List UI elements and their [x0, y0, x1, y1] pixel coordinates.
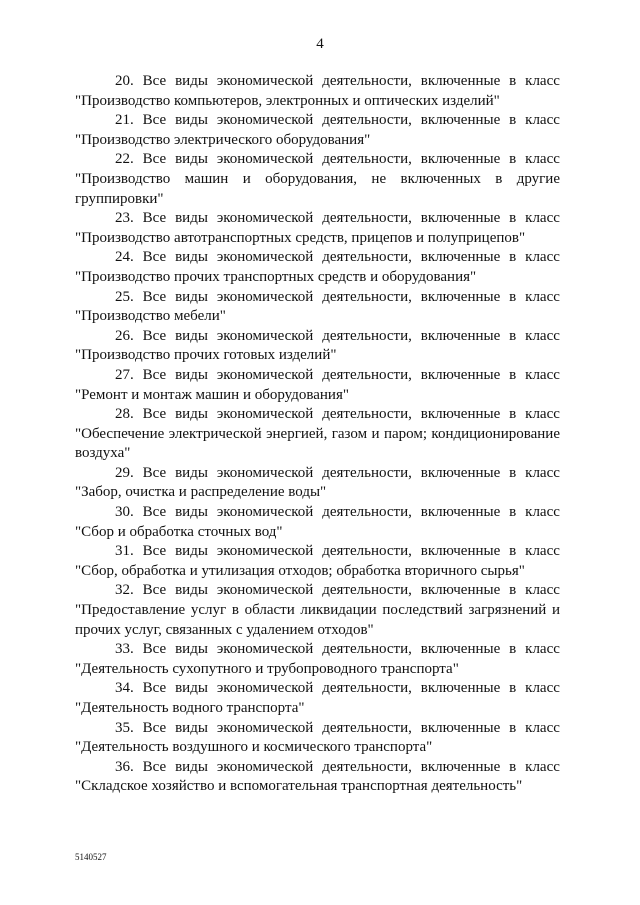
item-number: 30. — [115, 504, 134, 521]
class-name: "Сбор и обработка сточных вод" — [75, 523, 283, 540]
item-number: 28. — [115, 406, 134, 423]
list-item — [75, 288, 560, 327]
page-number: 4 — [316, 36, 324, 52]
class-name: "Складское хозяйство и вспомогательная транспортная деятельность" — [75, 778, 523, 795]
item-number: 21. — [115, 112, 134, 129]
list-item — [75, 464, 560, 503]
list-item — [75, 248, 560, 287]
class-name: "Производство электрического оборудования" — [75, 131, 371, 148]
item-number: 24. — [115, 249, 134, 266]
class-name: "Деятельность воздушного и космического транспорта" — [75, 739, 433, 756]
list-item — [75, 405, 560, 464]
item-number: 35. — [115, 719, 134, 736]
item-intro: 30. Все виды экономической деятельности, включенные в класс — [75, 503, 560, 523]
class-name: "Деятельность сухопутного и трубопроводного транспорта" — [75, 660, 459, 677]
list-item — [75, 503, 560, 542]
item-intro: 22. Все виды экономической деятельности, включенные в класс — [75, 150, 560, 170]
item-number: 31. — [115, 543, 134, 560]
item-intro: 24. Все виды экономической деятельности, включенные в класс — [75, 248, 560, 268]
class-name: "Производство компьютеров, электронных и оптических изделий" — [75, 92, 500, 109]
class-name: "Производство мебели" — [75, 308, 226, 325]
class-name: "Ремонт и монтаж машин и оборудования" — [75, 386, 349, 403]
item-number: 22. — [115, 151, 134, 168]
list-item — [75, 719, 560, 758]
list-item — [75, 150, 560, 209]
list-item — [75, 209, 560, 248]
item-intro: 29. Все виды экономической деятельности, включенные в класс — [75, 464, 560, 484]
list-item — [75, 581, 560, 640]
class-name: "Производство автотранспортных средств, прицепов и полуприцепов" — [75, 229, 526, 246]
class-name: "Производство прочих готовых изделий" — [75, 347, 337, 364]
item-intro: 31. Все виды экономической деятельности, включенные в класс — [75, 542, 560, 562]
item-number: 27. — [115, 366, 134, 383]
list-item — [75, 72, 560, 111]
class-name: "Обеспечение электрической энергией, газом и паром; кондиционирование воздуха" — [75, 425, 560, 462]
item-intro: 34. Все виды экономической деятельности, включенные в класс — [75, 679, 560, 699]
list-item — [75, 366, 560, 405]
item-intro: 32. Все виды экономической деятельности, включенные в класс — [75, 581, 560, 601]
class-name: "Производство машин и оборудования, не включенных в другие группировки" — [75, 170, 560, 207]
item-number: 34. — [115, 680, 134, 697]
class-name: "Деятельность водного транспорта" — [75, 700, 305, 716]
class-name: "Предоставление услуг в области ликвидации последствий загрязнений и прочих услуг, связанных с удалением отходов" — [75, 602, 560, 638]
item-number: 25. — [115, 288, 134, 305]
item-intro: 25. Все виды экономической деятельности, включенные в класс — [75, 288, 560, 308]
item-intro: 26. Все виды экономической деятельности, включенные в класс — [75, 327, 560, 347]
document-code: 5140527 — [75, 852, 107, 862]
item-number: 36. — [115, 758, 134, 775]
list-item — [75, 679, 560, 718]
list-item — [75, 111, 560, 150]
class-name: "Забор, очистка и распределение воды" — [75, 484, 327, 501]
list-item — [75, 640, 560, 679]
item-number: 23. — [115, 210, 134, 227]
item-intro: 23. Все виды экономической деятельности, включенные в класс — [75, 209, 560, 229]
item-number: 20. — [115, 73, 134, 89]
document-body — [75, 72, 560, 797]
class-name: "Сбор, обработка и утилизация отходов; обработка вторичного сырья" — [75, 562, 525, 579]
item-number: 33. — [115, 641, 134, 658]
item-intro: 35. Все виды экономической деятельности, включенные в класс — [75, 719, 560, 739]
item-intro: 28. Все виды экономической деятельности, включенные в класс — [75, 405, 560, 425]
item-number: 26. — [115, 327, 134, 344]
item-number: 29. — [115, 464, 134, 481]
list-item — [75, 758, 560, 797]
item-intro: 20. Все виды экономической деятельности, включенные в класс — [75, 72, 560, 92]
item-intro: 21. Все виды экономической деятельности, включенные в класс — [75, 111, 560, 131]
item-intro: 27. Все виды экономической деятельности, включенные в класс — [75, 366, 560, 386]
item-number: 32. — [115, 582, 134, 599]
item-intro: 36. Все виды экономической деятельности, включенные в класс — [75, 758, 560, 778]
list-item — [75, 542, 560, 581]
list-item — [75, 327, 560, 366]
class-name: "Производство прочих транспортных средств и оборудования" — [75, 268, 477, 285]
item-intro: 33. Все виды экономической деятельности, включенные в класс — [75, 640, 560, 660]
